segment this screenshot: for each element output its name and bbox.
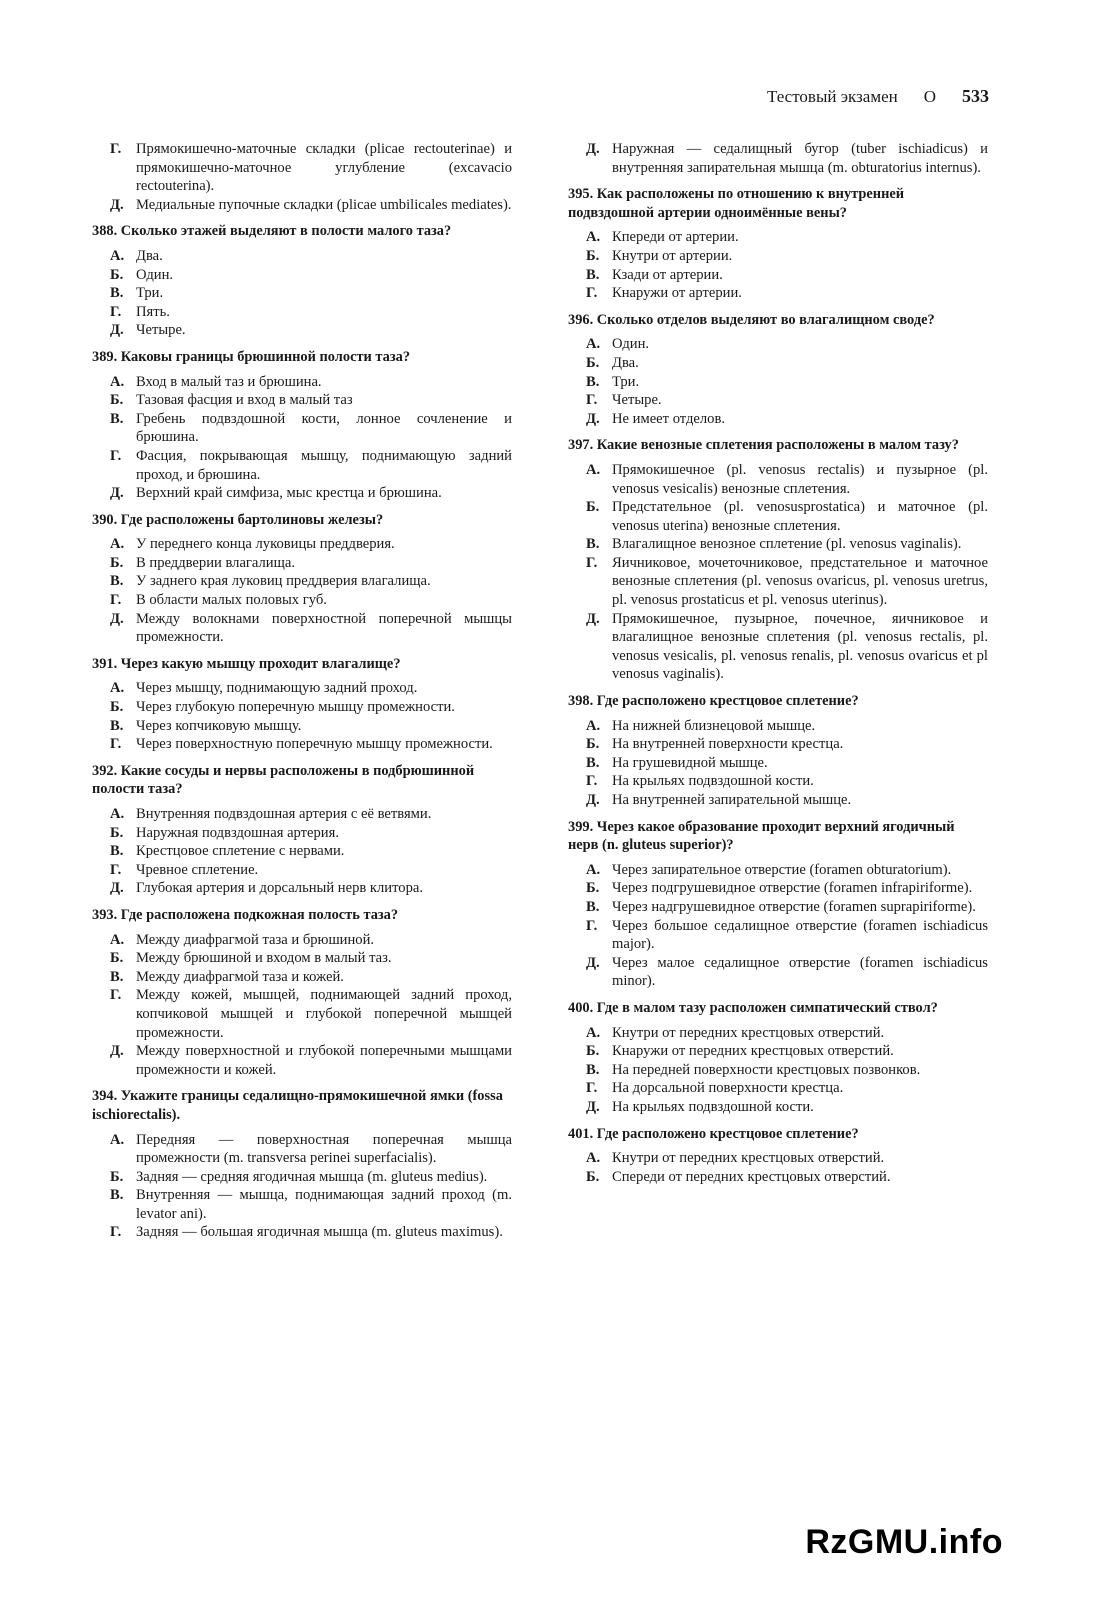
answer-option	[110, 303, 512, 322]
right-column	[568, 140, 988, 1194]
option-letter: Д.	[586, 954, 600, 971]
answer-option	[110, 1223, 512, 1242]
option-letter: А.	[586, 461, 601, 478]
option-letter: Б.	[586, 880, 600, 897]
answer-option	[110, 842, 512, 861]
answer-option	[110, 679, 512, 698]
option-letter: А.	[586, 336, 601, 353]
option-letter: А.	[586, 717, 601, 734]
option-text: Кнутри от передних крестцовых отверстий.	[612, 1024, 885, 1041]
answer-option	[586, 391, 988, 410]
answer-option	[110, 1186, 512, 1223]
option-letter: Д.	[586, 1098, 600, 1115]
option-text: Четыре.	[612, 392, 662, 409]
option-letter: А.	[586, 861, 601, 878]
answer-option	[110, 861, 512, 880]
option-text: Прямокишечное (pl. venosus rectalis) и пузырное (pl. venosus vesicalis) венозные сплетения.	[612, 461, 988, 497]
option-letter: В.	[586, 1061, 600, 1078]
answer-option	[586, 917, 988, 954]
answer-option	[110, 140, 512, 196]
answer-option	[110, 931, 512, 950]
option-letter: В.	[110, 573, 124, 590]
option-text: Через малое седалищное отверстие (foramen ischiadicus minor).	[612, 954, 988, 990]
option-text: Кнутри от передних крестцовых отверстий.	[612, 1150, 885, 1167]
answer-option	[110, 321, 512, 340]
answer-option	[586, 354, 988, 373]
option-letter: Б.	[586, 736, 600, 753]
option-letter: А.	[586, 229, 601, 246]
answer-option	[110, 391, 512, 410]
answer-option	[110, 447, 512, 484]
answer-option	[586, 735, 988, 754]
option-letter: Д.	[110, 880, 124, 897]
option-letter: Г.	[110, 861, 122, 878]
answer-option	[586, 461, 988, 498]
question-text: 397. Какие венозные сплетения расположены в малом тазу?	[568, 437, 959, 454]
option-text: На крыльях подвздошной кости.	[612, 1098, 814, 1115]
option-text: У заднего края луковиц преддверия влагалища.	[136, 573, 431, 590]
option-text: Яичниковое, мочеточниковое, предстательное и маточное венозные сплетения (pl. venosus ovaricus, pl. venosus uretrus, pl. venosus prostaticus et pl. venosus uterinus).	[612, 554, 988, 609]
answer-option	[110, 572, 512, 591]
option-text: Прямокишечное, пузырное, почечное, яичниковое и влагалищное венозные сплетения (pl. venosus rectalis, pl. venosus vesicalis, pl. venosus renalis, pl. venosus ovaricus et pl venosus vaginalis).	[612, 610, 988, 683]
option-letter: В.	[110, 1187, 124, 1204]
option-text: Между кожей, мышцей, поднимающей задний проход, копчиковой мышцей и глубокой поперечной мышцей промежности.	[136, 987, 512, 1041]
option-text: Кнаружи от артерии.	[612, 285, 742, 302]
option-letter: А.	[586, 1150, 601, 1167]
header-symbol: O	[923, 87, 936, 106]
option-text: На дорсальной поверхности крестца.	[612, 1080, 844, 1097]
answer-option	[110, 484, 512, 503]
answer-option	[110, 591, 512, 610]
option-text: Через большое седалищное отверстие (foramen ischiadicus major).	[612, 917, 988, 953]
answer-option	[110, 698, 512, 717]
option-letter: Г.	[110, 447, 122, 464]
left-column	[92, 140, 512, 1250]
running-head	[767, 86, 989, 107]
option-letter: Б.	[586, 499, 600, 516]
question-text: 400. Где в малом тазу расположен симпатический ствол?	[568, 999, 938, 1016]
question-block	[92, 222, 512, 340]
answer-option	[586, 772, 988, 791]
answer-option	[110, 824, 512, 843]
option-text: Один.	[136, 266, 174, 283]
answer-option	[586, 373, 988, 392]
question-block	[568, 692, 988, 810]
answer-option	[586, 954, 988, 991]
answer-option	[110, 1131, 512, 1168]
answer-option	[586, 335, 988, 354]
option-text: Через надгрушевидное отверстие (foramen suprapiriforme).	[612, 898, 976, 915]
question-block	[92, 906, 512, 1079]
answer-option	[110, 949, 512, 968]
option-text: Наружная — седалищный бугор (tuber ischiadicus) и внутренняя запирательная мышца (m. obturatorius internus).	[612, 141, 988, 176]
option-letter: Д.	[110, 322, 124, 339]
answer-option	[586, 1079, 988, 1098]
option-letter: Д.	[110, 485, 124, 502]
option-text: Кзади от артерии.	[612, 266, 723, 283]
option-text: В преддверии влагалища.	[136, 554, 295, 571]
option-letter: А.	[110, 931, 125, 948]
question-block	[568, 436, 988, 684]
question-text: 389. Каковы границы брюшинной полости таза?	[92, 348, 411, 365]
answer-option	[586, 266, 988, 285]
answer-option	[586, 228, 988, 247]
option-text: Не имеет отделов.	[612, 410, 726, 427]
answer-option	[586, 410, 988, 429]
question-block	[92, 1087, 512, 1242]
answer-option	[110, 805, 512, 824]
question-block	[92, 762, 512, 898]
section-title: Тестовый экзамен	[766, 87, 898, 106]
question-text: 395. Как расположены по отношению к внутренней подвздошной артерии одноимённые вены?	[568, 186, 905, 221]
answer-option	[110, 717, 512, 736]
option-letter: Г.	[110, 592, 122, 609]
option-letter: Г.	[586, 285, 598, 302]
option-letter: В.	[586, 754, 600, 771]
question-block	[568, 999, 988, 1117]
question-text: 399. Через какое образование проходит верхний ягодичный нерв (n. gluteus superior)?	[568, 818, 955, 854]
answer-option	[110, 373, 512, 392]
answer-option	[586, 1061, 988, 1080]
option-letter: Б.	[110, 950, 124, 967]
answer-option	[586, 861, 988, 880]
option-letter: А.	[586, 1024, 601, 1041]
option-text: Между поверхностной и глубокой поперечными мышцами промежности и кожей.	[136, 1043, 512, 1078]
answer-option	[110, 266, 512, 285]
option-text: Передняя — поверхностная поперечная мышца промежности (m. transversa perinei superfacialis).	[136, 1131, 512, 1167]
option-text: Прямокишечно-маточные складки (plicae rectouterinae) и прямокишечно-маточное углубление (excavacio rectouterina).	[136, 141, 512, 195]
option-letter: Б.	[110, 392, 124, 409]
option-text: В области малых половых губ.	[136, 592, 327, 609]
option-text: Пять.	[136, 303, 170, 320]
option-letter: Д.	[110, 610, 124, 627]
option-text: Вход в малый таз и брюшина.	[136, 373, 322, 390]
option-letter: В.	[586, 373, 600, 390]
answer-option	[110, 610, 512, 647]
answer-option	[586, 247, 988, 266]
question-text: 394. Укажите границы седалищно-прямокишечной ямки (fossa ischiorectalis).	[92, 1088, 503, 1123]
answer-option	[110, 554, 512, 573]
option-letter: Г.	[586, 392, 598, 409]
option-text: На передней поверхности крестцовых позвонков.	[612, 1061, 921, 1078]
answer-option	[586, 610, 988, 684]
question-text: 392. Какие сосуды и нервы расположены в подбрюшинной полости таза?	[92, 762, 475, 798]
answer-option	[586, 1149, 988, 1168]
answer-option	[586, 498, 988, 535]
question-block	[92, 140, 512, 214]
option-text: Крестцовое сплетение с нервами.	[136, 843, 345, 860]
option-text: Один.	[612, 336, 650, 353]
option-text: Предстательное (pl. venosusprostatica) и маточное (pl. venosus uterina) венозные сплетения.	[612, 499, 988, 534]
option-letter: А.	[110, 247, 125, 264]
answer-option	[586, 879, 988, 898]
option-letter: Б.	[586, 1043, 600, 1060]
option-text: Кнутри от артерии.	[612, 247, 733, 264]
question-text: 390. Где расположены бартолиновы железы?	[92, 511, 384, 528]
option-text: Через поверхностную поперечную мышцу промежности.	[136, 736, 493, 753]
option-text: Гребень подвздошной кости, лонное сочленение и брюшина.	[136, 410, 512, 446]
option-letter: В.	[110, 843, 124, 860]
option-text: Задняя — большая ягодичная мышца (m. gluteus maximus).	[136, 1224, 503, 1241]
option-letter: Б.	[110, 266, 124, 283]
option-text: На нижней близнецовой мышце.	[612, 717, 816, 734]
option-letter: Г.	[586, 773, 598, 790]
option-letter: Б.	[586, 1168, 600, 1185]
option-letter: Г.	[110, 987, 122, 1004]
answer-option	[586, 1024, 988, 1043]
option-text: Влагалищное венозное сплетение (pl. venosus vaginalis).	[612, 536, 962, 553]
option-letter: Г.	[110, 736, 122, 753]
option-letter: В.	[586, 536, 600, 553]
option-letter: Б.	[586, 354, 600, 371]
answer-option	[586, 791, 988, 810]
option-letter: Г.	[586, 554, 598, 571]
option-text: Кнаружи от передних крестцовых отверстий.	[612, 1043, 894, 1060]
option-text: Чревное сплетение.	[136, 861, 259, 878]
answer-option	[586, 717, 988, 736]
answer-option	[110, 1168, 512, 1187]
option-text: Два.	[612, 354, 639, 371]
answer-option	[586, 898, 988, 917]
option-letter: Д.	[586, 410, 600, 427]
question-block	[568, 185, 988, 303]
answer-option	[586, 1168, 988, 1187]
answer-option	[586, 554, 988, 610]
option-letter: Б.	[110, 1168, 124, 1185]
option-text: Между диафрагмой таза и кожей.	[136, 968, 344, 985]
answer-option	[110, 410, 512, 447]
answer-option	[110, 284, 512, 303]
option-text: Через копчиковую мышцу.	[136, 717, 302, 734]
option-text: Два.	[136, 247, 163, 264]
question-block	[568, 140, 988, 177]
option-letter: Б.	[110, 554, 124, 571]
option-text: Между волокнами поверхностной поперечной мышцы промежности.	[136, 610, 512, 646]
option-letter: Г.	[110, 141, 122, 157]
option-text: Задняя — средняя ягодичная мышца (m. gluteus medius).	[136, 1168, 488, 1185]
question-text: 398. Где расположено крестцовое сплетение?	[568, 693, 859, 710]
option-letter: Г.	[586, 917, 598, 934]
answer-option	[110, 735, 512, 754]
option-text: Между брюшиной и входом в малый таз.	[136, 950, 392, 967]
answer-option	[586, 140, 988, 177]
question-text: 401. Где расположено крестцовое сплетение?	[568, 1125, 859, 1142]
option-text: Наружная подвздошная артерия.	[136, 824, 339, 841]
option-text: На внутренней поверхности крестца.	[612, 736, 844, 753]
option-text: Спереди от передних крестцовых отверстий.	[612, 1168, 891, 1185]
answer-option	[586, 535, 988, 554]
answer-option	[586, 1042, 988, 1061]
option-text: Фасция, покрывающая мышцу, поднимающую задний проход, и брюшина.	[136, 447, 512, 483]
option-text: Между диафрагмой таза и брюшиной.	[136, 931, 375, 948]
option-letter: Б.	[110, 824, 124, 841]
option-text: Верхний край симфиза, мыс крестца и брюшина.	[136, 485, 442, 502]
question-text: 391. Через какую мышцу проходит влагалище?	[92, 655, 401, 672]
option-letter: А.	[110, 536, 125, 553]
option-letter: Б.	[586, 247, 600, 264]
option-letter: Д.	[586, 610, 600, 627]
answer-option	[586, 1098, 988, 1117]
question-text: 396. Сколько отделов выделяют во влагалищном своде?	[568, 311, 935, 328]
answer-option	[586, 284, 988, 303]
option-text: Через глубокую поперечную мышцу промежности.	[136, 699, 455, 716]
answer-option	[110, 1042, 512, 1079]
option-letter: А.	[110, 373, 125, 390]
option-text: Кпереди от артерии.	[612, 229, 739, 246]
option-text: У переднего конца луковицы преддверия.	[136, 536, 395, 553]
page-number: 533	[962, 86, 989, 106]
option-letter: Д.	[110, 196, 124, 213]
option-letter: В.	[110, 968, 124, 985]
option-letter: В.	[110, 285, 124, 302]
question-block	[568, 1125, 988, 1187]
answer-option	[110, 986, 512, 1042]
option-letter: А.	[110, 680, 125, 697]
option-letter: Б.	[110, 699, 124, 716]
answer-option	[586, 754, 988, 773]
question-block	[568, 311, 988, 429]
question-block	[568, 818, 988, 991]
option-text: Через запирательное отверстие (foramen obturatorium).	[612, 861, 952, 878]
option-text: Внутренняя — мышца, поднимающая задний проход (m. levator ani).	[136, 1187, 512, 1222]
option-letter: А.	[110, 806, 125, 822]
option-letter: В.	[586, 898, 600, 915]
question-text: 388. Сколько этажей выделяют в полости малого таза?	[92, 223, 452, 240]
option-text: Внутренняя подвздошная артерия с её ветвями.	[136, 806, 432, 822]
option-text: Тазовая фасция и вход в малый таз	[136, 392, 353, 409]
option-letter: Г.	[586, 1080, 598, 1097]
option-text: На грушевидной мышце.	[612, 754, 768, 771]
question-block	[92, 655, 512, 754]
option-text: На внутренней запирательной мышце.	[612, 792, 852, 808]
option-text: Три.	[136, 285, 164, 302]
question-block	[92, 511, 512, 647]
option-letter: Д.	[586, 141, 600, 157]
answer-option	[110, 535, 512, 554]
answer-option	[110, 196, 512, 215]
option-text: Три.	[612, 373, 640, 390]
question-block	[92, 348, 512, 503]
option-text: На крыльях подвздошной кости.	[612, 773, 814, 790]
option-text: Четыре.	[136, 322, 186, 339]
question-text: 393. Где расположена подкожная полость таза?	[92, 906, 399, 923]
option-letter: В.	[110, 410, 124, 427]
option-text: Через мышцу, поднимающую задний проход.	[136, 680, 418, 697]
option-text: Глубокая артерия и дорсальный нерв клитора.	[136, 880, 424, 897]
option-text: Через подгрушевидное отверстие (foramen infrapiriforme).	[612, 880, 973, 897]
option-letter: А.	[110, 1131, 125, 1148]
answer-option	[110, 247, 512, 266]
answer-option	[110, 968, 512, 987]
answer-option	[110, 879, 512, 898]
option-text: Медиальные пупочные складки (plicae umbilicales mediates).	[136, 196, 512, 213]
option-letter: Д.	[586, 792, 600, 808]
option-letter: Г.	[110, 1224, 122, 1241]
option-letter: Г.	[110, 303, 122, 320]
option-letter: Д.	[110, 1043, 124, 1060]
option-letter: В.	[586, 266, 600, 283]
watermark-logo: RzGMU.info	[805, 1523, 1003, 1561]
option-letter: В.	[110, 717, 124, 734]
